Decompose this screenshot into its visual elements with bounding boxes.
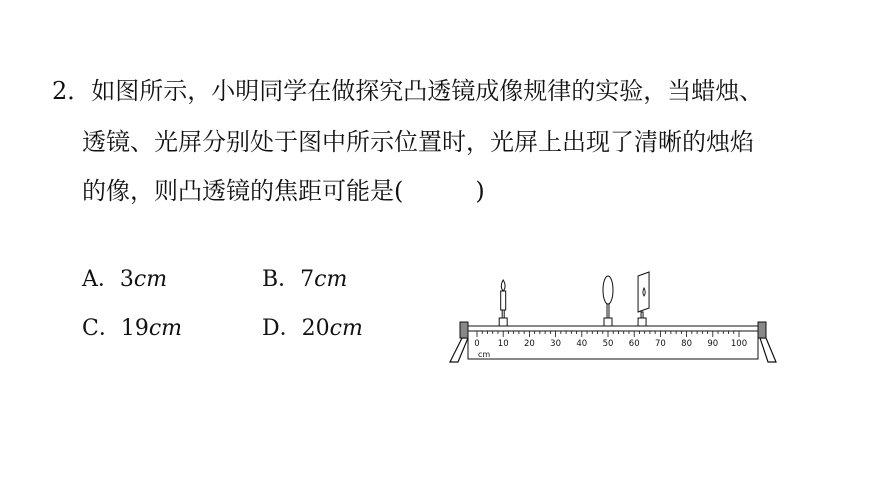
ruler-tick-label: 0 <box>474 339 480 349</box>
option-d-letter: D． <box>262 316 302 341</box>
ruler-tick-label: 30 <box>550 339 562 349</box>
screen-panel <box>638 272 649 312</box>
option-a-number: 3 <box>119 267 134 292</box>
right-end-block <box>758 322 766 338</box>
convex-lens[interactable] <box>603 276 613 326</box>
candle[interactable] <box>499 280 507 326</box>
light-screen[interactable] <box>638 272 649 326</box>
lens-holder-post <box>607 304 609 318</box>
ruler-tick-label: 20 <box>523 339 535 349</box>
lens-holder-base <box>604 318 612 326</box>
candle-holder-base <box>499 318 507 326</box>
lens-icon <box>603 276 613 304</box>
question-number: 2． <box>52 77 92 105</box>
option-d-number: 20 <box>301 316 330 341</box>
left-leg <box>450 338 468 362</box>
question-line-3: 的像，则凸透镜的焦距可能是( ) <box>82 177 485 205</box>
option-c-letter: C． <box>82 316 121 341</box>
right-leg <box>760 338 776 362</box>
ruler-tick-label: 10 <box>497 339 509 349</box>
candle-flame-icon <box>501 280 505 291</box>
rail-top <box>468 326 758 331</box>
option-a[interactable] <box>82 266 167 294</box>
option-b-letter: B． <box>262 267 301 292</box>
ruler-tick-label: 90 <box>707 339 719 349</box>
option-c-unit: cm <box>148 316 183 341</box>
option-a-letter: A． <box>82 267 120 292</box>
ruler-tick-label: 80 <box>681 339 693 349</box>
option-a-unit: cm <box>133 267 168 292</box>
option-c[interactable] <box>82 315 182 343</box>
option-d[interactable] <box>262 315 363 343</box>
left-end-block <box>460 322 468 338</box>
screen-holder-base <box>638 318 646 326</box>
option-b-number: 7 <box>300 267 315 292</box>
ruler-tick-label: 70 <box>654 339 666 349</box>
ruler-unit-label: cm <box>478 350 491 359</box>
screen-holder-post <box>641 312 643 318</box>
candle-body <box>501 291 506 310</box>
ruler-tick-label: 100 <box>730 339 748 349</box>
question-text-1: 如图所示，小明同学在做探究凸透镜成像规律的实验，当蜡烛、 <box>91 77 764 105</box>
option-d-unit: cm <box>329 316 363 341</box>
question-line-1 <box>52 76 763 106</box>
candle-holder-post <box>502 310 504 318</box>
ruler-tick-label: 50 <box>602 339 614 349</box>
option-c-number: 19 <box>120 316 149 341</box>
optical-bench-figure <box>442 262 782 366</box>
question-line-2: 透镜、光屏分别处于图中所示位置时，光屏上出现了清晰的烛焰 <box>82 128 754 156</box>
ruler-tick-label: 40 <box>576 339 588 349</box>
option-b[interactable] <box>262 266 347 294</box>
ruler-tick-label: 60 <box>628 339 640 349</box>
option-b-unit: cm <box>314 267 348 292</box>
